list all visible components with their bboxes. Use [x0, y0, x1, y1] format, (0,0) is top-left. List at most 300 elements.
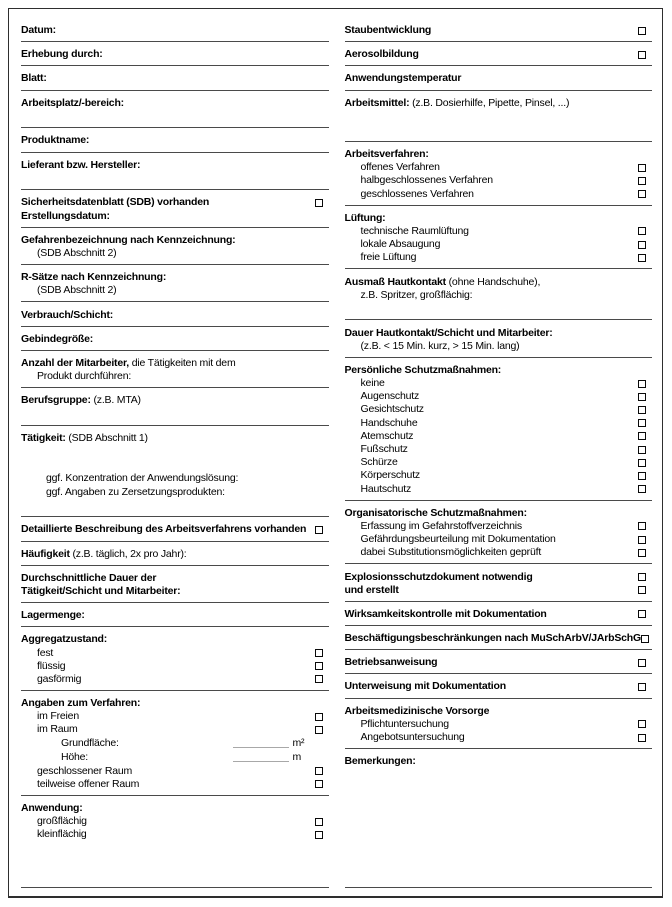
technische-raumlueftung-label: [345, 225, 469, 238]
hoehe-label: [21, 751, 88, 764]
erfassung-gefahrstoffverzeichnis-label: [345, 520, 522, 533]
verbrauch-schicht-label: [21, 309, 113, 322]
section-berufsgruppe: [21, 388, 329, 426]
row-gasfoermig: [21, 673, 329, 686]
technische-raumlueftung-checkbox[interactable]: [638, 227, 646, 235]
row-arbeitsverfahren: [345, 148, 653, 161]
keine-label: [345, 377, 385, 390]
row-erhebung-durch: [21, 48, 329, 61]
row-gefaehrdungsbeurteilung-dokumentation: [345, 533, 653, 546]
row-gesichtschutz: [345, 403, 653, 416]
row-anwendung: [21, 802, 329, 815]
gasfoermig-checkbox[interactable]: [315, 675, 323, 683]
blatt-label: [21, 72, 47, 85]
freie-lueftung-label-normal: freie Lüftung: [360, 251, 417, 264]
row-hoehe: [21, 751, 329, 765]
produkt-durchfuehren-label-normal: Produkt durchführen:: [37, 370, 132, 383]
row-geschlossenes-verfahren: [345, 188, 653, 201]
section-anwendungstemperatur: [345, 66, 653, 90]
section-arbeitsplatz-bereich: [21, 91, 329, 129]
berufsgruppe-label-normal: (z.B. MTA): [90, 394, 141, 407]
durchschnittliche-dauer-zeile-1-label-bold: Durchschnittliche Dauer der: [21, 571, 157, 584]
teilweise-offener-raum-label-normal: teilweise offener Raum: [37, 777, 140, 790]
pflichtuntersuchung-checkbox[interactable]: [638, 720, 646, 728]
lokale-absaugung-checkbox[interactable]: [638, 241, 646, 249]
angaben-zum-verfahren-label-bold: Angaben zum Verfahren:: [21, 697, 141, 710]
section-gebindegroesse: [21, 327, 329, 351]
arbeitsmedizinische-vorsorge-label-bold: Arbeitsmedizinische Vorsorge: [344, 704, 490, 717]
row-berufsgruppe-spacer-1: [21, 407, 329, 421]
lagermenge-label-bold: Lagermenge:: [21, 609, 85, 622]
section-haeufigkeit: [21, 542, 329, 566]
fluessig-label: [21, 660, 65, 673]
gesichtschutz-label: [345, 403, 424, 416]
detaillierte-beschreibung-vorhanden-label-bold: Detaillierte Beschreibung des Arbeitsverfahrens vorhanden: [21, 523, 307, 536]
koerperschutz-label: [345, 469, 420, 482]
row-gefahrenbezeichnung-sdb-abschnitt-2: [21, 247, 329, 260]
section-betriebsanweisung: [345, 650, 653, 674]
fussschutz-checkbox[interactable]: [638, 446, 646, 454]
im-freien-checkbox[interactable]: [315, 713, 323, 721]
erstellungsdatum-label-bold: Erstellungsdatum:: [21, 209, 110, 222]
augenschutz-label: [345, 390, 420, 403]
pflichtuntersuchung-label-normal: Pflichtuntersuchung: [360, 717, 449, 730]
koerperschutz-label-normal: Körperschutz: [360, 469, 420, 482]
hoehe-unit-label: m: [292, 751, 302, 764]
schuerze-checkbox[interactable]: [638, 459, 646, 467]
row-technische-raumlueftung: [345, 225, 653, 238]
bemerkungen-label-bold: Bemerkungen:: [344, 755, 416, 768]
gesichtschutz-checkbox[interactable]: [638, 406, 646, 414]
detaillierte-beschreibung-vorhanden-checkbox[interactable]: [315, 526, 323, 534]
koerperschutz-checkbox[interactable]: [638, 472, 646, 480]
produktname-label-bold: Produktname:: [21, 134, 90, 147]
row-haeufigkeit: [21, 548, 329, 561]
staubentwicklung-checkbox[interactable]: [638, 27, 646, 35]
section-aggregatzustand: [21, 627, 329, 691]
staubentwicklung-label-bold: Staubentwicklung: [344, 24, 432, 37]
left-column: [21, 18, 329, 888]
row-schuerze: [345, 456, 653, 469]
row-taetigkeit: [21, 432, 329, 445]
lagermenge-label: [21, 609, 85, 622]
betriebsanweisung-label-bold: Betriebsanweisung: [344, 656, 438, 669]
detaillierte-beschreibung-vorhanden-label: [21, 523, 306, 536]
row-organisatorische-schutzmassnahmen: [345, 507, 653, 520]
row-gefahrenbezeichnung: [21, 234, 329, 247]
halbgeschlossenes-verfahren-label-normal: halbgeschlossenes Verfahren: [360, 174, 493, 187]
row-arbeitsmittel-spacer-2: [345, 123, 653, 137]
arbeitsmedizinische-vorsorge-label: [345, 705, 490, 718]
substitutionsmoeglichkeiten-geprueft-checkbox[interactable]: [638, 549, 646, 557]
row-lokale-absaugung: [345, 238, 653, 251]
gasfoermig-label: [21, 673, 81, 686]
im-freien-label-normal: im Freien: [37, 710, 79, 723]
row-ggf-konzentration-anwendungsloesung: [21, 472, 329, 485]
offenes-verfahren-checkbox[interactable]: [638, 164, 646, 172]
arbeitsplatz-bereich-label: [21, 97, 124, 110]
anwendungstemperatur-label: [345, 72, 462, 85]
lokale-absaugung-label-normal: lokale Absaugung: [360, 238, 441, 251]
lieferant-hersteller-label: [21, 159, 140, 172]
angebotsuntersuchung-checkbox[interactable]: [638, 734, 646, 742]
dauer-hautkontakt-label-bold: Dauer Hautkontakt/Schicht und Mitarbeiter:: [344, 326, 553, 339]
ausmass-hautkontakt-label-bold: Ausmaß Hautkontakt: [344, 275, 446, 288]
fest-label: [21, 647, 53, 660]
section-lueftung: [345, 206, 653, 270]
row-detaillierte-beschreibung-vorhanden: [21, 523, 329, 536]
section-datum: [21, 18, 329, 42]
keine-label-normal: keine: [360, 377, 385, 390]
section-arbeitsverfahren: [345, 142, 653, 206]
fussschutz-label-normal: Fußschutz: [360, 443, 408, 455]
geschlossener-raum-checkbox[interactable]: [315, 767, 323, 775]
im-raum-label-normal: im Raum: [37, 723, 78, 736]
durchschnittliche-dauer-zeile-1-label: [21, 572, 156, 585]
section-detaillierte-beschreibung: [21, 517, 329, 541]
fest-checkbox[interactable]: [315, 649, 323, 657]
row-anwendungstemperatur: [345, 72, 653, 85]
substitutionsmoeglichkeiten-geprueft-label: [345, 546, 542, 559]
im-raum-checkbox[interactable]: [315, 726, 323, 734]
handschuhe-label-normal: Handschuhe: [360, 416, 418, 429]
schuerze-label-normal: Schürze: [360, 456, 398, 469]
berufsgruppe-label-bold: Berufsgruppe:: [21, 394, 91, 407]
ggf-angaben-zersetzungsprodukte-label-normal: ggf. Angaben zu Zersetzungsprodukten:: [46, 485, 225, 498]
row-r-saetze: [21, 271, 329, 284]
row-lieferant-hersteller: [21, 159, 329, 172]
gebindegroesse-label: [21, 333, 93, 346]
offenes-verfahren-label-normal: offenes Verfahren: [360, 161, 440, 174]
erstellungsdatum-label: [21, 210, 110, 223]
row-keine: [345, 377, 653, 390]
row-sdb-vorhanden: [21, 196, 329, 209]
haeufigkeit-label-normal: (z.B. täglich, 2x pro Jahr):: [69, 547, 187, 560]
row-lagermenge: [21, 609, 329, 622]
datum-label-bold: Datum:: [21, 24, 56, 37]
anzahl-mitarbeiter-label: [21, 357, 236, 370]
produkt-durchfuehren-label: [21, 370, 131, 383]
taetigkeit-label-bold: Tätigkeit:: [21, 432, 66, 445]
dauer-hautkontakt-beispiel-label: [345, 340, 520, 353]
section-gefahrenbezeichnung: [21, 228, 329, 265]
row-geschlossener-raum: [21, 765, 329, 778]
geschlossenes-verfahren-checkbox[interactable]: [638, 190, 646, 198]
organisatorische-schutzmassnahmen-label: [345, 507, 527, 520]
durchschnittliche-dauer-zeile-2-label-bold: Tätigkeit/Schicht und Mitarbeiter:: [21, 584, 181, 597]
row-berufsgruppe: [21, 394, 329, 407]
form-columns: [9, 9, 662, 896]
arbeitsverfahren-label: [345, 148, 429, 161]
hautschutz-label: [345, 483, 412, 496]
section-anwendung: [21, 796, 329, 888]
atemschutz-label: [345, 430, 414, 443]
durchschnittliche-dauer-zeile-2-label: [21, 585, 180, 598]
row-pflichtuntersuchung: [345, 718, 653, 731]
pflichtuntersuchung-label: [345, 718, 449, 731]
row-bemerkungen: [345, 755, 653, 768]
anzahl-mitarbeiter-label-normal: die Tätigkeiten mit dem: [129, 356, 236, 369]
blatt-label-bold: Blatt:: [21, 72, 47, 85]
row-teilweise-offener-raum: [21, 778, 329, 791]
row-erfassung-gefahrstoffverzeichnis: [345, 520, 653, 533]
section-lieferant-hersteller: [21, 153, 329, 191]
hautschutz-label-normal: Hautschutz: [360, 482, 412, 495]
im-freien-label: [21, 710, 79, 723]
explosionsschutzdokument-erstellt-label: [345, 584, 399, 597]
staubentwicklung-label: [345, 24, 432, 37]
row-r-saetze-sdb-abschnitt-2: [21, 284, 329, 297]
hoehe-label-normal: Höhe:: [61, 751, 89, 764]
geschlossenes-verfahren-label: [345, 188, 474, 201]
lueftung-label: [345, 212, 386, 225]
row-arbeitsmittel-spacer-1: [345, 110, 653, 124]
geschlossenes-verfahren-label-normal: geschlossenes Verfahren: [360, 187, 474, 200]
section-bemerkungen: [345, 749, 653, 888]
r-saetze-sdb-abschnitt-2-label-normal: (SDB Abschnitt 2): [37, 284, 117, 297]
section-aerosolbildung: [345, 42, 653, 66]
aggregatzustand-label: [21, 633, 107, 646]
freie-lueftung-checkbox[interactable]: [638, 254, 646, 262]
dauer-hautkontakt-beispiel-label-normal: (z.B. < 15 Min. kurz, > 15 Min. lang): [360, 339, 520, 352]
section-erhebung-durch: [21, 42, 329, 66]
persoenliche-schutzmassnahmen-label-bold: Persönliche Schutzmaßnahmen:: [344, 363, 502, 376]
row-durchschnittliche-dauer-zeile-1: [21, 572, 329, 585]
betriebsanweisung-checkbox[interactable]: [638, 659, 646, 667]
unterweisung-checkbox[interactable]: [638, 683, 646, 691]
row-datum: [21, 24, 329, 37]
hautschutz-checkbox[interactable]: [638, 485, 646, 493]
dauer-hautkontakt-label: [345, 327, 553, 340]
arbeitsplatz-bereich-label-bold: Arbeitsplatz/-bereich:: [21, 96, 124, 109]
aerosolbildung-checkbox[interactable]: [638, 51, 646, 59]
verbrauch-schicht-label-bold: Verbrauch/Schicht:: [21, 308, 114, 321]
handschuhe-label: [345, 417, 418, 430]
row-arbeitsmittel: [345, 97, 653, 110]
betriebsanweisung-label: [345, 656, 438, 669]
atemschutz-label-normal: Atemschutz: [360, 429, 414, 442]
row-erstellungsdatum: [21, 210, 329, 223]
handschuhe-checkbox[interactable]: [638, 419, 646, 427]
unterweisung-label: [345, 680, 506, 693]
wirksamkeitskontrolle-checkbox[interactable]: [638, 610, 646, 618]
hoehe-input-line[interactable]: [233, 751, 289, 762]
taetigkeit-label-normal: (SDB Abschnitt 1): [65, 432, 148, 445]
angaben-zum-verfahren-label: [21, 697, 140, 710]
offenes-verfahren-label: [345, 161, 440, 174]
spritzer-grossflaechig-label: [345, 289, 473, 302]
anwendung-grossflaechig-label: [21, 815, 87, 828]
section-durchschnittliche-dauer: [21, 566, 329, 603]
section-beschaeftigungsbeschraenkungen: [345, 626, 653, 650]
anwendung-grossflaechig-checkbox[interactable]: [315, 818, 323, 826]
section-sicherheitsdatenblatt: [21, 190, 329, 227]
row-gebindegroesse: [21, 333, 329, 346]
fussschutz-label: [345, 443, 408, 456]
row-ausmass-hautkontakt: [345, 275, 653, 288]
row-explosionsschutzdokument-notwendig: [345, 570, 653, 583]
fluessig-checkbox[interactable]: [315, 662, 323, 670]
row-dauer-hautkontakt: [345, 326, 653, 339]
erhebung-durch-label: [21, 48, 103, 61]
row-fluessig: [21, 660, 329, 673]
aggregatzustand-label-bold: Aggregatzustand:: [21, 633, 108, 646]
row-spritzer-grossflaechig: [345, 289, 653, 302]
sdb-vorhanden-label: [21, 196, 209, 209]
geschlossener-raum-label: [21, 765, 132, 778]
section-blatt: [21, 66, 329, 90]
aerosolbildung-label: [345, 48, 419, 61]
arbeitsverfahren-label-bold: Arbeitsverfahren:: [344, 148, 429, 161]
substitutionsmoeglichkeiten-geprueft-label-normal: dabei Substitutionsmöglichkeiten geprüft: [360, 546, 542, 559]
augenschutz-label-normal: Augenschutz: [360, 390, 420, 403]
grundflaeche-input-line[interactable]: [233, 737, 289, 748]
row-produkt-durchfuehren: [21, 370, 329, 383]
keine-checkbox[interactable]: [638, 380, 646, 388]
erfassung-gefahrstoffverzeichnis-label-normal: Erfassung im Gefahrstoffverzeichnis: [360, 519, 522, 532]
row-betriebsanweisung: [345, 656, 653, 669]
ggf-konzentration-anwendungsloesung-label: [21, 472, 238, 485]
aerosolbildung-label-bold: Aerosolbildung: [344, 48, 419, 61]
gefahrenbezeichnung-label-bold: Gefahrenbezeichnung nach Kennzeichnung:: [21, 233, 236, 246]
row-taetigkeit-spacer-1: [21, 445, 329, 459]
wirksamkeitskontrolle-label: [345, 608, 547, 621]
lieferant-hersteller-label-bold: Lieferant bzw. Hersteller:: [21, 158, 141, 171]
row-lueftung: [345, 212, 653, 225]
row-im-raum: [21, 723, 329, 736]
taetigkeit-label: [21, 432, 148, 445]
atemschutz-checkbox[interactable]: [638, 432, 646, 440]
row-halbgeschlossenes-verfahren: [345, 174, 653, 187]
gefaehrdungsbeurteilung-dokumentation-checkbox[interactable]: [638, 536, 646, 544]
gebindegroesse-label-bold: Gebindegröße:: [21, 332, 94, 345]
section-unterweisung: [345, 674, 653, 698]
arbeitsmittel-label-bold: Arbeitsmittel:: [344, 96, 410, 109]
wirksamkeitskontrolle-label-bold: Wirksamkeitskontrolle mit Dokumentation: [344, 607, 547, 620]
gesichtschutz-label-normal: Gesichtschutz: [360, 403, 424, 416]
gefaehrdungsbeurteilung-dokumentation-label: [345, 533, 556, 546]
row-fest: [21, 646, 329, 659]
ggf-angaben-zersetzungsprodukte-label: [21, 486, 225, 499]
row-dauer-hautkontakt-beispiel: [345, 340, 653, 353]
row-substitutionsmoeglichkeiten-geprueft: [345, 546, 653, 559]
bemerkungen-label: [345, 755, 416, 768]
r-saetze-sdb-abschnitt-2-label: [21, 284, 116, 297]
teilweise-offener-raum-checkbox[interactable]: [315, 780, 323, 788]
row-fussschutz: [345, 443, 653, 456]
grundflaeche-label-normal: Grundfläche:: [61, 737, 119, 750]
row-angebotsuntersuchung: [345, 731, 653, 744]
section-verbrauch-schicht: [21, 302, 329, 326]
ausmass-hautkontakt-label: [345, 276, 541, 289]
row-angaben-zum-verfahren: [21, 697, 329, 710]
row-beschaeftigungsbeschraenkungen: [345, 632, 653, 645]
anzahl-mitarbeiter-label-bold: Anzahl der Mitarbeiter,: [21, 356, 130, 369]
gasfoermig-label-normal: gasförmig: [37, 672, 82, 685]
row-arbeitsplatz-bereich: [21, 97, 329, 110]
augenschutz-checkbox[interactable]: [638, 393, 646, 401]
gefaehrdungsbeurteilung-dokumentation-label-normal: Gefährdungsbeurteilung mit Dokumentation: [360, 533, 556, 546]
row-lieferant-hersteller-spacer-1: [21, 172, 329, 186]
row-arbeitsplatz-bereich-spacer-1: [21, 110, 329, 124]
row-atemschutz: [345, 430, 653, 443]
row-produktname: [21, 134, 329, 147]
fluessig-label-normal: flüssig: [37, 659, 66, 672]
ggf-konzentration-anwendungsloesung-label-normal: ggf. Konzentration der Anwendungslösung:: [46, 472, 239, 485]
im-raum-label: [21, 723, 78, 736]
row-taetigkeit-spacer-2: [21, 459, 329, 473]
beschaeftigungsbeschraenkungen-label-bold: Beschäftigungsbeschränkungen nach MuSchArbV/JArbSchG: [344, 632, 641, 645]
row-ausmass-hautkontakt-spacer-2: [345, 302, 653, 316]
explosionsschutzdokument-notwendig-label-bold: Explosionsschutzdokument notwendig: [344, 570, 533, 583]
row-ggf-angaben-zersetzungsprodukte: [21, 486, 329, 499]
section-taetigkeit: [21, 426, 329, 517]
section-arbeitsmittel: [345, 91, 653, 142]
section-dauer-hautkontakt: [345, 320, 653, 357]
section-angaben-zum-verfahren: [21, 691, 329, 796]
section-r-saetze: [21, 265, 329, 302]
grundflaeche-label: [21, 737, 119, 750]
halbgeschlossenes-verfahren-checkbox[interactable]: [638, 177, 646, 185]
r-saetze-label-bold: R-Sätze nach Kennzeichnung:: [21, 271, 167, 284]
angebotsuntersuchung-label-normal: Angebotsuntersuchung: [360, 731, 465, 743]
anwendung-label-bold: Anwendung:: [21, 802, 83, 815]
sdb-vorhanden-label-bold: Sicherheitsdatenblatt (SDB) vorhanden: [21, 196, 210, 209]
section-produktname: [21, 128, 329, 152]
sdb-vorhanden-checkbox[interactable]: [315, 199, 323, 207]
haeufigkeit-label: [21, 548, 187, 561]
lueftung-label-bold: Lüftung:: [344, 211, 386, 224]
anwendung-label: [21, 802, 83, 815]
row-freie-lueftung: [345, 251, 653, 264]
organisatorische-schutzmassnahmen-label-bold: Organisatorische Schutzmaßnahmen:: [344, 506, 527, 519]
unterweisung-label-bold: Unterweisung mit Dokumentation: [344, 680, 506, 693]
anwendung-kleinflaechig-label-normal: kleinflächig: [37, 828, 87, 841]
anwendung-grossflaechig-label-normal: großflächig: [37, 815, 87, 828]
berufsgruppe-label: [21, 394, 141, 407]
row-koerperschutz: [345, 469, 653, 482]
row-augenschutz: [345, 390, 653, 403]
beschaeftigungsbeschraenkungen-checkbox[interactable]: [641, 635, 649, 643]
persoenliche-schutzmassnahmen-label: [345, 364, 502, 377]
freie-lueftung-label: [345, 251, 417, 264]
row-explosionsschutzdokument-erstellt: [345, 584, 653, 597]
row-hautschutz: [345, 482, 653, 495]
row-durchschnittliche-dauer-zeile-2: [21, 585, 329, 598]
lokale-absaugung-label: [345, 238, 441, 251]
datum-label: [21, 24, 56, 37]
row-arbeitsmedizinische-vorsorge: [345, 705, 653, 718]
erhebung-durch-label-bold: Erhebung durch:: [21, 48, 103, 61]
schuerze-label: [345, 456, 398, 469]
anwendung-kleinflaechig-checkbox[interactable]: [315, 831, 323, 839]
row-verbrauch-schicht: [21, 308, 329, 321]
row-aggregatzustand: [21, 633, 329, 646]
row-persoenliche-schutzmassnahmen: [345, 364, 653, 377]
explosionsschutzdokument-erstellt-checkbox[interactable]: [638, 586, 646, 594]
erfassung-gefahrstoffverzeichnis-checkbox[interactable]: [638, 522, 646, 530]
section-organisatorische-schutzmassnahmen: [345, 501, 653, 565]
explosionsschutzdokument-erstellt-label-bold: und erstellt: [344, 583, 399, 596]
row-im-freien: [21, 710, 329, 723]
grundflaeche-unit-label: m²: [292, 737, 305, 750]
anwendung-kleinflaechig-label: [21, 828, 87, 841]
explosionsschutzdokument-notwendig-checkbox[interactable]: [638, 573, 646, 581]
right-column: [345, 18, 653, 888]
row-anwendung-grossflaechig: [21, 815, 329, 828]
angebotsuntersuchung-label: [345, 731, 465, 744]
section-ausmass-hautkontakt: [345, 269, 653, 320]
